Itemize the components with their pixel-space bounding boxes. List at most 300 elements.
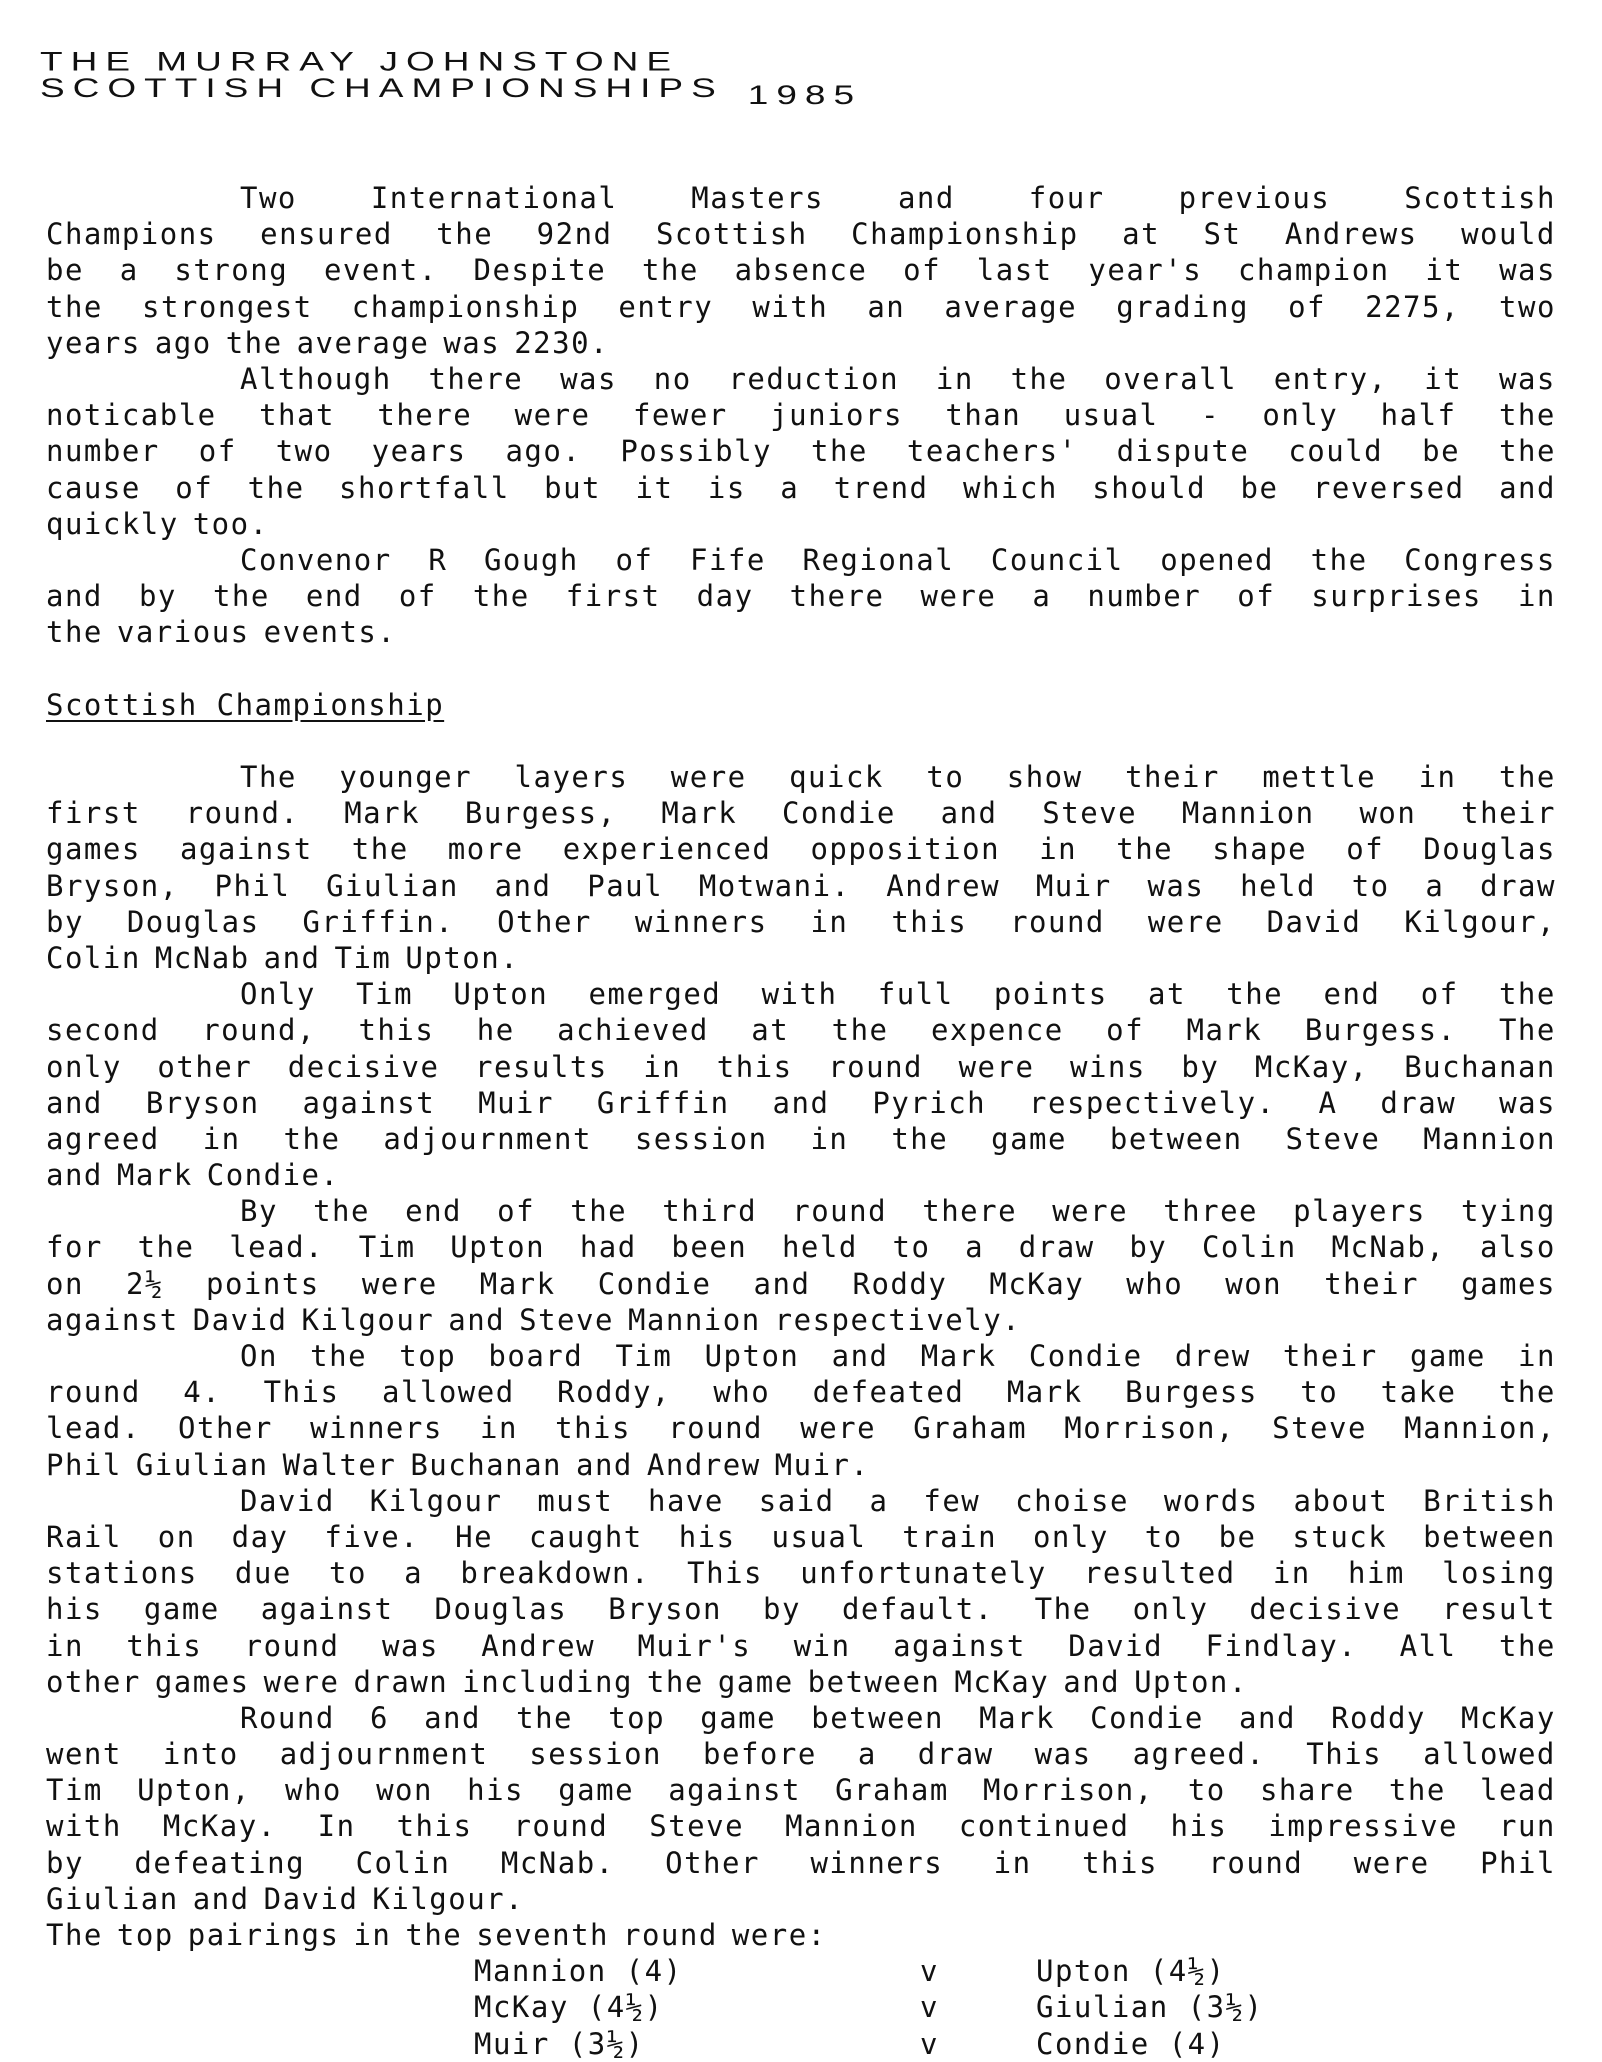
word: Giulian (135, 1447, 269, 1482)
word: there (377, 398, 473, 433)
word: Only (240, 977, 316, 1012)
word: which (963, 470, 1058, 505)
word: was (560, 361, 617, 396)
word: Condie (1028, 1339, 1143, 1373)
word: round (513, 1809, 609, 1844)
word: it (1425, 253, 1464, 288)
word: respectively. (774, 1302, 1022, 1337)
word: the (46, 615, 103, 650)
word: against (260, 1592, 394, 1627)
word: by (138, 579, 177, 614)
word: absence (734, 253, 868, 288)
word: the (1498, 398, 1556, 433)
word: his (678, 1519, 736, 1554)
word: He (455, 1519, 494, 1554)
word: his (1170, 1809, 1228, 1844)
word: other (157, 1049, 253, 1084)
word: the (1499, 434, 1556, 469)
word: four (1028, 181, 1105, 215)
word: him (1347, 1556, 1405, 1591)
word: ensured (260, 217, 393, 252)
word: Mark (479, 1266, 556, 1301)
word: Andrew (646, 1447, 761, 1482)
word: round (828, 1049, 924, 1084)
word: reversed (1312, 470, 1465, 505)
word: agreed (46, 1121, 160, 1156)
word: full (877, 977, 954, 1012)
word: champion (1237, 253, 1390, 288)
word: On (240, 1339, 278, 1373)
word: adjournment (383, 1121, 592, 1156)
paragraph (46, 976, 1556, 1193)
word: Steve (1285, 1121, 1381, 1156)
word: against (302, 1085, 436, 1120)
word: McKay (954, 1664, 1050, 1699)
word: previous (1178, 181, 1331, 215)
word: Convenor (240, 542, 392, 577)
word: a (869, 1483, 889, 1518)
word: Mark (1006, 1375, 1083, 1410)
word: Douglas (434, 1592, 568, 1627)
word: Findlay. (1205, 1628, 1358, 1663)
word: in (935, 361, 974, 396)
word: also (1479, 1230, 1556, 1265)
word: Graham (913, 1411, 1028, 1446)
word: years (46, 325, 141, 360)
word: train (902, 1519, 998, 1554)
article-body (46, 180, 1556, 2062)
word: McNab. (500, 1845, 615, 1880)
word: Possibly (620, 434, 772, 469)
word: day (231, 1519, 289, 1554)
word: drawn (353, 1664, 449, 1699)
document-title (40, 46, 863, 110)
word: David (192, 1302, 288, 1337)
word: strong (174, 253, 289, 288)
text-line (46, 831, 1556, 867)
word: the (1498, 1628, 1556, 1663)
pairing-black: Giulian (3½) (1036, 1990, 1264, 2025)
word: in (810, 904, 849, 939)
word: this (891, 904, 968, 939)
word: an (867, 289, 906, 324)
text-line (46, 361, 1556, 397)
word: breakdown. (460, 1556, 650, 1591)
word: be (1422, 434, 1461, 469)
word: with (46, 1809, 122, 1844)
word: allowed (381, 1375, 515, 1410)
word: in (1272, 1556, 1311, 1591)
word: various (116, 615, 250, 650)
word: words (1163, 1483, 1259, 1518)
word: Condie (782, 796, 896, 831)
word: draw (1018, 1230, 1095, 1265)
word: losing (1442, 1556, 1556, 1591)
word: round (792, 1194, 888, 1229)
word: layers (514, 760, 629, 794)
word: The (46, 1918, 103, 1952)
word: Two (240, 181, 297, 215)
word: shortfall (339, 470, 510, 505)
paragraph (46, 1193, 1556, 1338)
word: championship (351, 289, 580, 324)
word: held (781, 1230, 858, 1265)
word: British (1423, 1483, 1556, 1518)
word: of (1420, 977, 1459, 1012)
word: and (753, 1266, 811, 1301)
word: run (1499, 1809, 1556, 1844)
word: end (1323, 977, 1381, 1012)
pairing-row (474, 1953, 1556, 1989)
word: average (296, 325, 430, 360)
word: The (1498, 1013, 1556, 1048)
word: the (472, 579, 530, 614)
word: juniors (770, 398, 903, 433)
word: the (46, 289, 103, 324)
word: at (1122, 217, 1161, 252)
word: won (1225, 1266, 1283, 1301)
word: David (240, 1483, 335, 1518)
text-line (46, 795, 1556, 831)
word: were (670, 760, 747, 794)
pairing-white: McKay (4½) (474, 1990, 664, 2025)
word: the (436, 217, 494, 252)
word: expence (930, 1013, 1064, 1048)
section-heading: Scottish Championship (46, 687, 445, 722)
word: Other (497, 904, 592, 939)
word: is (707, 470, 746, 505)
word: was (381, 1628, 439, 1663)
word: of (903, 253, 942, 288)
word: year's (1088, 253, 1203, 288)
word: By (240, 1194, 278, 1229)
word: R (428, 542, 448, 577)
word: Andrew (886, 868, 1001, 903)
word: in (353, 1918, 392, 1952)
word: in (1039, 832, 1078, 867)
word: were (958, 1049, 1035, 1084)
word: round (1208, 1845, 1304, 1880)
word: Steve (1042, 796, 1138, 831)
word: Scottish (1404, 181, 1556, 215)
text-line (46, 1881, 1556, 1917)
word: round (244, 1628, 340, 1663)
word: Despite (473, 253, 607, 288)
word: Steve (649, 1809, 745, 1844)
text-line (46, 325, 1556, 361)
word: Griffin (596, 1085, 730, 1120)
word: of (1346, 832, 1385, 867)
word: Steve (1272, 1411, 1367, 1446)
word: in (993, 1845, 1032, 1880)
word: tying (1461, 1194, 1556, 1229)
word: and (448, 1302, 506, 1337)
word: draw (917, 1737, 994, 1772)
word: this (358, 1013, 435, 1048)
word: Mark (920, 1339, 997, 1373)
pairing-row (474, 1989, 1556, 2025)
word: Tim (615, 1339, 673, 1373)
word: This (1306, 1737, 1383, 1772)
word: of (398, 579, 437, 614)
word: the (646, 1664, 704, 1699)
text-line (46, 397, 1556, 433)
word: and (940, 796, 998, 831)
word: Motwani. (698, 868, 851, 903)
word: game (991, 1121, 1067, 1156)
word: players (1293, 1194, 1426, 1229)
word: This (263, 1375, 340, 1410)
word: Roddy, (557, 1375, 671, 1410)
text-line (46, 1628, 1556, 1664)
word: Fife (690, 542, 766, 577)
word: round (668, 1411, 764, 1446)
word: on (157, 1519, 196, 1554)
word: Masters (691, 181, 824, 215)
word: Colin (46, 940, 141, 975)
word: Morrison, (983, 1773, 1154, 1808)
word: by (46, 904, 84, 939)
word: he (476, 1013, 515, 1048)
text-line (46, 1338, 1556, 1374)
word: too. (192, 506, 269, 541)
word: and (263, 940, 321, 975)
word: and (1499, 470, 1556, 505)
word: caught (529, 1519, 643, 1554)
word: at (751, 1013, 790, 1048)
paragraph (46, 759, 1556, 976)
word: there (428, 361, 524, 396)
word: Giulian (46, 1881, 179, 1916)
word: be (46, 253, 84, 288)
word: results (475, 1049, 608, 1084)
word: five. (324, 1519, 420, 1554)
word: a (1032, 579, 1052, 614)
word: that (259, 398, 335, 433)
text-line (46, 1555, 1556, 1591)
text-line (46, 1447, 1556, 1483)
word: only (1032, 1519, 1109, 1554)
word: A (1318, 1085, 1338, 1120)
word: stations (46, 1556, 198, 1591)
word: defeated (812, 1375, 965, 1410)
word: it (1424, 361, 1463, 396)
word: end (405, 1194, 463, 1229)
word: and (46, 579, 103, 614)
word: only (1132, 1592, 1209, 1627)
spacer (46, 650, 1556, 686)
pairing-white: Muir (3½) (474, 2026, 645, 2061)
word: Roddy (852, 1266, 948, 1301)
word: winners (310, 1411, 443, 1446)
word: to (329, 1556, 367, 1591)
word: the (1498, 760, 1556, 794)
word: a (404, 1556, 424, 1591)
text-line (46, 1049, 1556, 1085)
word: continued (958, 1809, 1130, 1844)
word: who (1126, 1266, 1184, 1301)
word: who (285, 1773, 342, 1808)
word: Kilgour. (372, 1881, 525, 1916)
text-line (46, 1410, 1556, 1446)
word: had (579, 1230, 637, 1265)
word: the (212, 579, 270, 614)
word: the (1226, 977, 1284, 1012)
word: session (529, 1737, 663, 1772)
word: this (716, 1049, 793, 1084)
word: was (1499, 1085, 1556, 1120)
word: points (993, 977, 1108, 1012)
word: by (763, 1592, 801, 1627)
text-line (46, 976, 1556, 1012)
word: take (1380, 1375, 1457, 1410)
word: and (424, 1700, 481, 1735)
word: draw (1380, 1085, 1457, 1120)
word: Mannion, (1404, 1411, 1556, 1446)
word: this (126, 1628, 203, 1663)
word: top (399, 1339, 457, 1373)
word: was (1499, 253, 1556, 288)
pairing-versus: v (920, 2026, 939, 2061)
word: three (1163, 1194, 1259, 1229)
word: Upton, (137, 1773, 251, 1808)
word: Phil (214, 868, 291, 903)
word: day (696, 579, 754, 614)
word: strongest (142, 289, 313, 324)
word: before (703, 1737, 817, 1772)
text-line (46, 1085, 1556, 1121)
word: surprises (1311, 579, 1482, 614)
word: Upton (704, 1339, 800, 1373)
word: the (283, 1121, 341, 1156)
word: at (1148, 977, 1186, 1012)
word: few (923, 1483, 981, 1518)
word: Andrew (481, 1628, 596, 1663)
word: Muir's (637, 1628, 752, 1663)
word: the (1498, 1375, 1556, 1410)
text-line (46, 1736, 1556, 1772)
word: their (1324, 1266, 1420, 1301)
text-line (46, 1229, 1556, 1265)
word: opened (1160, 542, 1274, 577)
word: in (46, 1628, 84, 1663)
word: Muir (1035, 868, 1112, 903)
word: who (713, 1375, 771, 1410)
word: winners (810, 1845, 944, 1880)
word: Kilgour (301, 1302, 435, 1337)
word: wins (1069, 1049, 1146, 1084)
word: fewer (632, 398, 728, 433)
word: more (447, 832, 524, 867)
word: of (497, 1194, 536, 1229)
word: Champions (46, 217, 217, 252)
word: the (1498, 977, 1556, 1012)
text-line (46, 216, 1556, 252)
word: average (944, 289, 1078, 324)
word: be (1218, 1519, 1257, 1554)
word: a (1425, 868, 1445, 903)
word: their (1125, 760, 1220, 794)
word: the (137, 1230, 195, 1265)
word: Paul (587, 868, 664, 903)
word: Phil (46, 1447, 122, 1482)
word: against (179, 832, 313, 867)
word: Upton. (1134, 1664, 1248, 1699)
word: lead. (229, 1230, 324, 1265)
word: Mannion (1181, 796, 1315, 831)
word: for (46, 1230, 103, 1265)
word: years (371, 434, 467, 469)
word: pairings (187, 1918, 340, 1952)
text-line (46, 1483, 1556, 1519)
word: by (1181, 1049, 1220, 1084)
word: between (1423, 1519, 1556, 1554)
word: winners (634, 904, 768, 939)
word: win (793, 1628, 851, 1663)
word: Round (240, 1700, 335, 1735)
text-line (46, 1772, 1556, 1808)
word: events. (263, 615, 397, 650)
word: end (305, 579, 363, 614)
text-line (46, 252, 1556, 288)
word: Scottish (655, 217, 808, 252)
word: between (807, 1664, 941, 1699)
word: the (405, 1918, 463, 1952)
word: ago. (505, 434, 582, 469)
word: Rail (46, 1519, 122, 1554)
word: Upton (453, 977, 549, 1012)
word: in (480, 1411, 518, 1446)
word: board (488, 1339, 584, 1373)
word: about (1293, 1483, 1389, 1518)
word: Muir (478, 1085, 554, 1120)
text-line (46, 470, 1556, 506)
word: was (1498, 361, 1556, 396)
word: game (1409, 1339, 1486, 1373)
word: have (648, 1483, 724, 1518)
title-line-2: SCOTTISH CHAMPIONSHIPS (40, 73, 724, 103)
word: half (1380, 398, 1457, 433)
word: McKay (989, 1266, 1085, 1301)
word: in (643, 1049, 682, 1084)
word: Graham (835, 1773, 949, 1808)
word: a (780, 470, 800, 505)
text-line (46, 759, 1556, 795)
word: to (926, 760, 965, 794)
word: of (1237, 579, 1276, 614)
word: into (162, 1737, 239, 1772)
word: be (1240, 470, 1279, 505)
word: lead (1479, 1773, 1556, 1808)
word: must (537, 1483, 614, 1518)
word: the (641, 253, 699, 288)
word: Condie. (206, 1158, 340, 1193)
word: round (623, 1918, 718, 1952)
word: grading (1116, 289, 1249, 324)
word: went (46, 1737, 122, 1772)
word: and (1063, 1664, 1121, 1699)
word: Tim (356, 977, 414, 1012)
word: on (46, 1266, 84, 1301)
word: quickly (46, 506, 179, 541)
word: International (370, 181, 618, 215)
word: David (263, 1881, 359, 1916)
word: entry (618, 289, 714, 324)
word: said (758, 1483, 835, 1518)
word: noticable (46, 398, 217, 433)
word: Colin (355, 1845, 451, 1880)
word: decisive (1249, 1592, 1402, 1627)
